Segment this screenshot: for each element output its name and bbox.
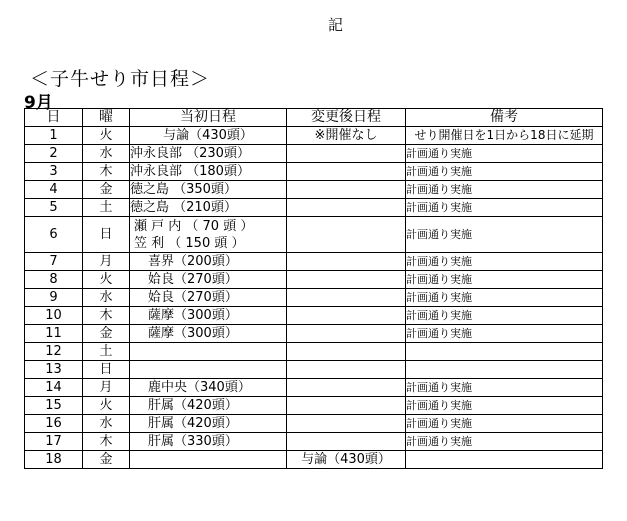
changed-schedule-cell: [287, 271, 406, 289]
changed-schedule-cell: [287, 379, 406, 397]
remarks-cell: 計画通り実施: [406, 271, 603, 289]
weekday-cell: 金: [83, 181, 130, 199]
table-row: [25, 199, 603, 217]
changed-schedule-cell: [287, 307, 406, 325]
weekday-cell: 月: [83, 379, 130, 397]
original-schedule-cell: 薩摩（300頭）: [130, 325, 287, 343]
changed-schedule-cell: [287, 181, 406, 199]
changed-schedule-cell: [287, 343, 406, 361]
weekday-cell: 月: [83, 253, 130, 271]
original-schedule-cell: [130, 217, 287, 253]
day-cell: 4: [25, 181, 83, 199]
changed-schedule-cell: [287, 199, 406, 217]
table-row: [25, 325, 603, 343]
changed-schedule-cell: [287, 253, 406, 271]
table-row: [25, 289, 603, 307]
weekday-cell: 水: [83, 289, 130, 307]
month-label: 9月: [24, 93, 53, 113]
original-schedule-cell: 喜界（200頭）: [130, 253, 287, 271]
day-cell: 14: [25, 379, 83, 397]
remarks-cell: 計画通り実施: [406, 415, 603, 433]
col-header-remarks: 備考: [406, 109, 603, 127]
table-row: [25, 379, 603, 397]
table-row: [25, 361, 603, 379]
remarks-cell: 計画通り実施: [406, 163, 603, 181]
day-cell: 16: [25, 415, 83, 433]
col-header-day: 日: [25, 109, 83, 127]
day-cell: 7: [25, 253, 83, 271]
remarks-cell: 計画通り実施: [406, 217, 603, 253]
remarks-cell: 計画通り実施: [406, 325, 603, 343]
weekday-cell: 木: [83, 307, 130, 325]
remarks-cell: 計画通り実施: [406, 379, 603, 397]
original-schedule-cell: 肝属（420頭）: [130, 415, 287, 433]
table-row: [25, 415, 603, 433]
table-row: [25, 451, 603, 469]
original-schedule-cell: 沖永良部 （230頭）: [130, 145, 287, 163]
weekday-cell: 日: [83, 361, 130, 379]
changed-schedule-cell: [287, 325, 406, 343]
original-schedule-cell: 徳之島 （210頭）: [130, 199, 287, 217]
original-schedule-cell: 肝属（330頭）: [130, 433, 287, 451]
day-cell: 12: [25, 343, 83, 361]
changed-schedule-cell: 与論（430頭）: [287, 451, 406, 469]
remarks-cell: 計画通り実施: [406, 307, 603, 325]
changed-schedule-cell: [287, 289, 406, 307]
table-row: [25, 307, 603, 325]
table-row: [25, 217, 603, 253]
original-schedule-cell: [130, 451, 287, 469]
changed-schedule-cell: [287, 397, 406, 415]
original-schedule-cell: 鹿中央（340頭）: [130, 379, 287, 397]
col-header-changed-schedule: 変更後日程: [287, 109, 406, 127]
original-schedule-cell: 徳之島 （350頭）: [130, 181, 287, 199]
day-cell: 13: [25, 361, 83, 379]
changed-schedule-cell: [287, 415, 406, 433]
weekday-cell: 日: [83, 217, 130, 253]
weekday-cell: 水: [83, 145, 130, 163]
weekday-cell: 土: [83, 343, 130, 361]
changed-schedule-cell: [287, 433, 406, 451]
original-schedule-cell: 姶良（270頭）: [130, 289, 287, 307]
weekday-cell: 木: [83, 163, 130, 181]
changed-schedule-cell: [287, 361, 406, 379]
remarks-cell: 計画通り実施: [406, 253, 603, 271]
table-row: [25, 253, 603, 271]
weekday-cell: 土: [83, 199, 130, 217]
table-row: [25, 343, 603, 361]
original-schedule-line: 笠 利 （ 150 頭 ）: [134, 235, 245, 251]
original-schedule-cell: 与論（430頭）: [130, 127, 287, 145]
day-cell: 3: [25, 163, 83, 181]
day-cell: 17: [25, 433, 83, 451]
col-header-weekday: 曜: [83, 109, 130, 127]
remarks-cell: 計画通り実施: [406, 199, 603, 217]
remarks-cell: [406, 343, 603, 361]
original-schedule-cell: 薩摩（300頭）: [130, 307, 287, 325]
original-schedule-cell: [130, 343, 287, 361]
day-cell: 18: [25, 451, 83, 469]
changed-schedule-cell: ※開催なし: [287, 127, 406, 145]
weekday-cell: 金: [83, 325, 130, 343]
original-schedule-cell: [130, 361, 287, 379]
header-mark: 記: [328, 16, 344, 34]
page-title: ＜子牛せり市日程＞: [30, 68, 211, 90]
remarks-cell: 計画通り実施: [406, 397, 603, 415]
remarks-cell: [406, 451, 603, 469]
day-cell: 9: [25, 289, 83, 307]
table-row: [25, 127, 603, 145]
weekday-cell: 水: [83, 415, 130, 433]
day-cell: 15: [25, 397, 83, 415]
changed-schedule-cell: [287, 217, 406, 253]
remarks-cell: せり開催日を1日から18日に延期: [406, 127, 603, 145]
original-schedule-cell: 沖永良部 （180頭）: [130, 163, 287, 181]
weekday-cell: 火: [83, 127, 130, 145]
weekday-cell: 木: [83, 433, 130, 451]
day-cell: 5: [25, 199, 83, 217]
weekday-cell: 火: [83, 271, 130, 289]
remarks-cell: 計画通り実施: [406, 289, 603, 307]
remarks-cell: 計画通り実施: [406, 433, 603, 451]
day-cell: 8: [25, 271, 83, 289]
schedule-table: [24, 108, 603, 469]
remarks-cell: 計画通り実施: [406, 181, 603, 199]
original-schedule-line: 瀬 戸 内 （ 70 頭 ）: [134, 218, 254, 234]
changed-schedule-cell: [287, 145, 406, 163]
original-schedule-cell: 肝属（420頭）: [130, 397, 287, 415]
table-header-row: [25, 109, 603, 127]
remarks-cell: [406, 361, 603, 379]
table-row: [25, 397, 603, 415]
day-cell: 11: [25, 325, 83, 343]
day-cell: 6: [25, 217, 83, 253]
table-row: [25, 271, 603, 289]
remarks-cell: 計画通り実施: [406, 145, 603, 163]
original-schedule-cell: 姶良（270頭）: [130, 271, 287, 289]
table-row: [25, 433, 603, 451]
day-cell: 2: [25, 145, 83, 163]
weekday-cell: 金: [83, 451, 130, 469]
weekday-cell: 火: [83, 397, 130, 415]
table-row: [25, 181, 603, 199]
changed-schedule-cell: [287, 163, 406, 181]
col-header-original-schedule: 当初日程: [130, 109, 287, 127]
day-cell: 10: [25, 307, 83, 325]
day-cell: 1: [25, 127, 83, 145]
table-row: [25, 163, 603, 181]
table-row: [25, 145, 603, 163]
